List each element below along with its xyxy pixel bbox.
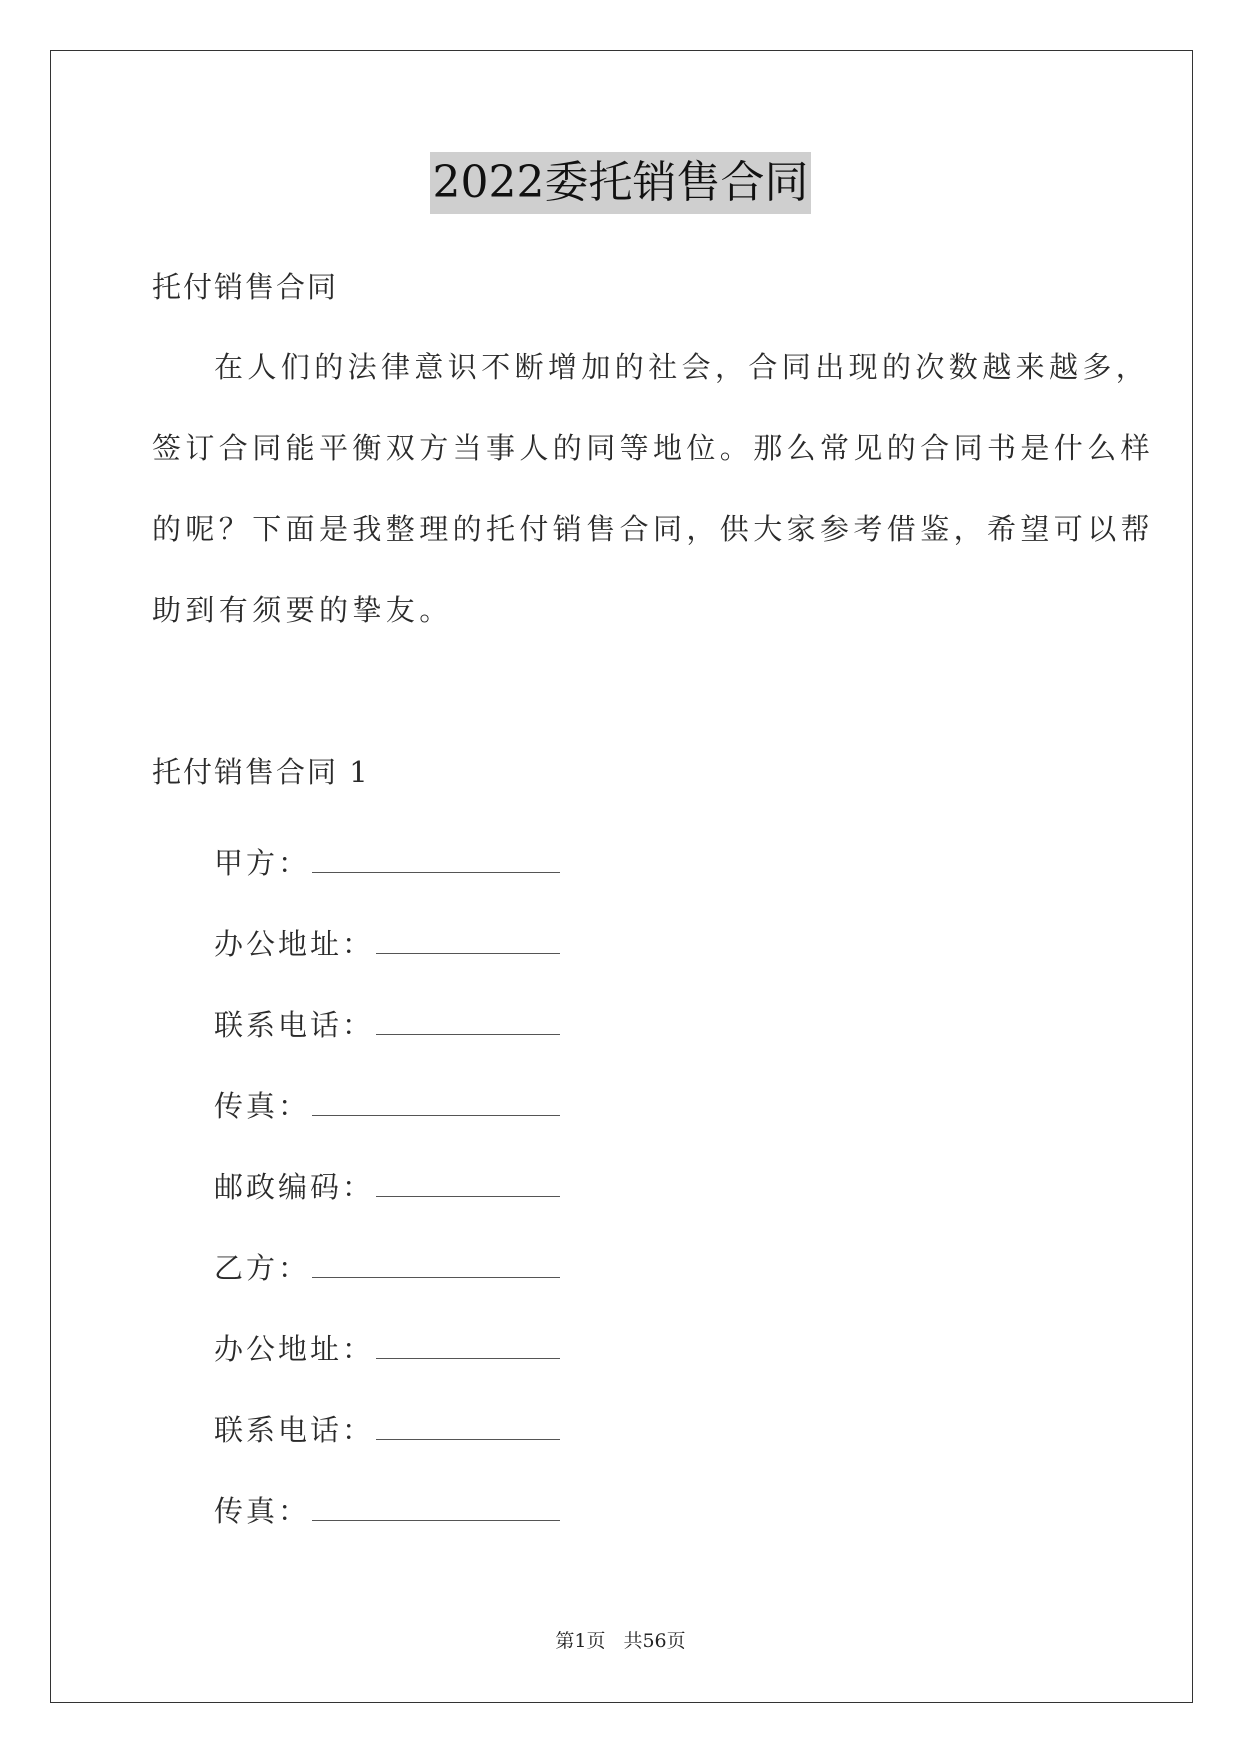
total-suffix: 页 <box>666 1630 686 1652</box>
party-a-fax-field <box>214 1086 560 1126</box>
field-label: 联系电话： <box>214 1413 375 1447</box>
intro-paragraph-line: 的呢？下面是我整理的托付销售合同，供大家参考借鉴，希望可以帮 <box>152 512 1155 546</box>
field-label: 联系电话： <box>214 1008 375 1042</box>
page-prefix: 第 <box>555 1630 575 1652</box>
party-a-field <box>214 843 560 883</box>
field-label: 办公地址： <box>214 1332 375 1366</box>
page-footer <box>0 1628 1241 1654</box>
field-label: 传真： <box>214 1089 311 1123</box>
fill-in-blank <box>376 1330 560 1359</box>
fill-in-blank <box>376 1411 560 1440</box>
intro-paragraph-line: 签订合同能平衡双方当事人的同等地位。那么常见的合同书是什么样 <box>152 431 1155 465</box>
section-heading: 托付销售合同 1 <box>152 755 370 789</box>
party-a-phone-field <box>214 1005 560 1045</box>
document-title: 2022委托销售合同 <box>430 152 812 214</box>
fill-in-blank <box>312 844 560 873</box>
page-current: 1 <box>574 1630 587 1652</box>
total-prefix: 共 <box>623 1630 643 1652</box>
field-label: 甲方： <box>214 846 311 880</box>
party-b-field <box>214 1248 560 1288</box>
fill-in-blank <box>312 1087 560 1116</box>
fill-in-blank <box>376 1168 560 1197</box>
party-b-phone-field <box>214 1410 560 1450</box>
field-label: 办公地址： <box>214 927 375 961</box>
field-label: 乙方： <box>214 1251 311 1285</box>
fill-in-blank <box>376 1006 560 1035</box>
party-a-postcode-field <box>214 1167 560 1207</box>
fill-in-blank <box>376 925 560 954</box>
party-b-address-field <box>214 1329 560 1369</box>
fill-in-blank <box>312 1249 560 1278</box>
page-suffix: 页 <box>586 1630 606 1652</box>
party-b-fax-field <box>214 1491 560 1531</box>
field-label: 邮政编码： <box>214 1170 375 1204</box>
fill-in-blank <box>312 1492 560 1521</box>
page-total: 56 <box>642 1630 667 1652</box>
field-label: 传真： <box>214 1494 311 1528</box>
document-subtitle: 托付销售合同 <box>152 270 339 304</box>
intro-paragraph-line: 助到有须要的挚友。 <box>152 593 453 627</box>
party-a-address-field <box>214 924 560 964</box>
intro-paragraph-line: 在人们的法律意识不断增加的社会，合同出现的次数越来越多， <box>214 350 1150 384</box>
title-container <box>0 152 1241 214</box>
